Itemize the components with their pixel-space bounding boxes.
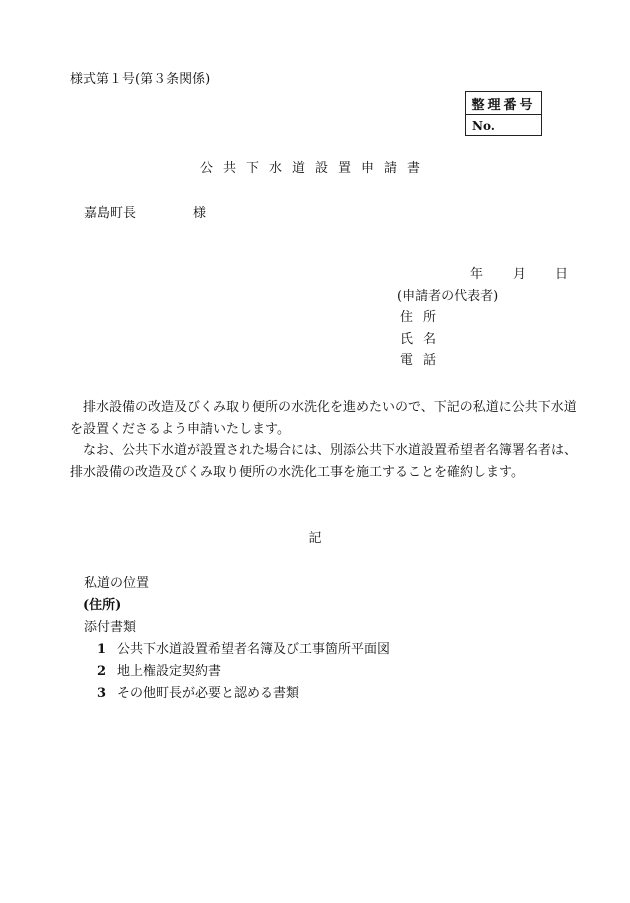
attachment-text: 公共下水道設置希望者名簿及び工事箇所平面図 (117, 642, 391, 657)
registration-number-label: No. (472, 118, 495, 133)
attachment-number: 2 (97, 664, 107, 679)
attachment-text: その他町長が必要と認める書類 (117, 686, 300, 701)
attachment-item (97, 687, 299, 700)
date-month-label: 月 (513, 267, 527, 282)
addressee-honorific: 様 (193, 206, 207, 221)
attachment-number: 1 (97, 642, 107, 657)
body-paragraph-2: なお、公共下水道が設置された場合には、別添公共下水道設置希望者名簿署名者は、排水設備の改造及びくみ取り便所の水洗化工事を施工することを確約します。 (70, 443, 578, 480)
attachments-heading: 添付書類 (84, 620, 137, 635)
registration-number-box (465, 91, 542, 136)
applicant-phone-label: 電話 (400, 353, 447, 368)
date-day-label: 日 (555, 267, 569, 282)
ki-heading: 記 (308, 531, 322, 546)
date-year-label: 年 (470, 267, 484, 282)
private-road-location-heading: 私道の位置 (84, 576, 150, 591)
applicant-name-label: 氏名 (400, 332, 447, 347)
registration-label: 整理番号 (466, 92, 541, 115)
attachment-item (97, 643, 390, 656)
attachment-item (97, 665, 221, 678)
private-road-address-label: (住所) (83, 598, 122, 613)
addressee-name: 嘉島町長 (84, 206, 137, 221)
form-number: 様式第１号(第３条関係) (70, 72, 211, 87)
applicant-representative-label: (申請者の代表者) (397, 289, 499, 304)
document-title: 公共下水道設置申請書 (199, 161, 430, 176)
body-paragraph-1: 排水設備の改造及びくみ取り便所の水洗化を進めたいので、下記の私道に公共下水道を設置くださるよう申請いたします。 (70, 400, 577, 437)
attachment-text: 地上権設定契約書 (117, 664, 222, 679)
applicant-address-label: 住所 (400, 310, 447, 325)
attachment-number: 3 (97, 686, 107, 701)
application-body (70, 397, 580, 483)
